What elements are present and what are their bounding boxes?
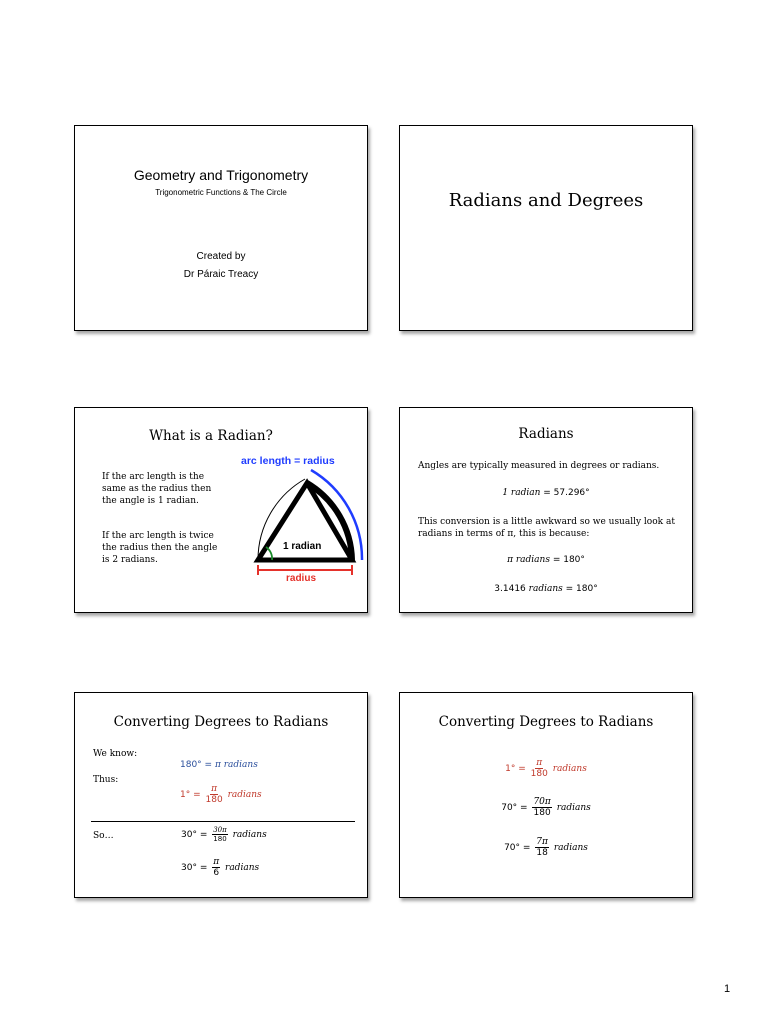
slide6-eq1: 1° = $\frac{\pi}{180}$ radians: [505, 758, 587, 779]
arc-length-label: arc length = radius: [241, 455, 335, 467]
slide4-title: Radians: [518, 426, 574, 442]
slide5-thus: Thus:: [93, 775, 119, 785]
slide5-eq-30a: 30° = $\frac{30\pi}{180}$ radians: [181, 826, 267, 843]
radius-label: radius: [286, 573, 317, 584]
slide1-title: Geometry and Trigonometry: [133, 167, 309, 183]
slide1-author: Dr Páraic Treacy: [183, 269, 259, 280]
slide5-eq-known: 180° = π radians: [180, 760, 258, 770]
slide6-title: Converting Degrees to Radians: [438, 714, 654, 730]
slide3-title: What is a Radian?: [149, 428, 273, 444]
slide4-eq1: 1 radian = 57.296°: [502, 488, 590, 498]
slide-what-is-radian: [74, 407, 368, 613]
slide-converting-1: [74, 692, 368, 898]
slide5-title: Converting Degrees to Radians: [113, 714, 329, 730]
angle-label: 1 radian: [283, 541, 322, 552]
slide4-eq2: π radians = 180°: [507, 555, 585, 565]
radian-diagram: [225, 446, 367, 586]
slide-title-card: [74, 125, 368, 331]
slide4-intro: Angles are typically measured in degrees or radians.: [418, 461, 660, 471]
slide5-eq-30b: 30° = $\frac{\pi}{6}$ radians: [181, 857, 260, 878]
slide-converting-2: [399, 692, 693, 898]
slide-radians: [399, 407, 693, 613]
slide4-eq3: 3.1416 radians = 180°: [494, 584, 598, 594]
slide2-title: Radians and Degrees: [448, 190, 644, 211]
slide5-so: So…: [93, 831, 114, 841]
slide6-eq3: 70° = $\frac{7\pi}{18}$ radians: [504, 837, 588, 858]
slide6-eq2: 70° = $\frac{70\pi}{180}$ radians: [501, 797, 591, 818]
slide1-created-by: Created by: [196, 251, 246, 262]
slide5-we-know: We know:: [93, 749, 138, 759]
slide1-subtitle: Trigonometric Functions & The Circle: [155, 188, 287, 197]
slide5-divider: [91, 821, 355, 822]
slide3-para1: If the arc length is the same as the radius then the angle is 1 radian.: [102, 472, 212, 506]
slide-section-title: [399, 125, 693, 331]
slide5-eq-one-degree: 1° = $\frac{\pi}{180}$ radians: [180, 784, 262, 805]
slide4-conversion-text: This conversion is a little awkward so we usually look at radians in terms of π, this is because:: [418, 517, 675, 539]
slide3-para2: If the arc length is twice the radius then the angle is 2 radians.: [102, 531, 218, 565]
page-number: 1: [724, 983, 731, 995]
